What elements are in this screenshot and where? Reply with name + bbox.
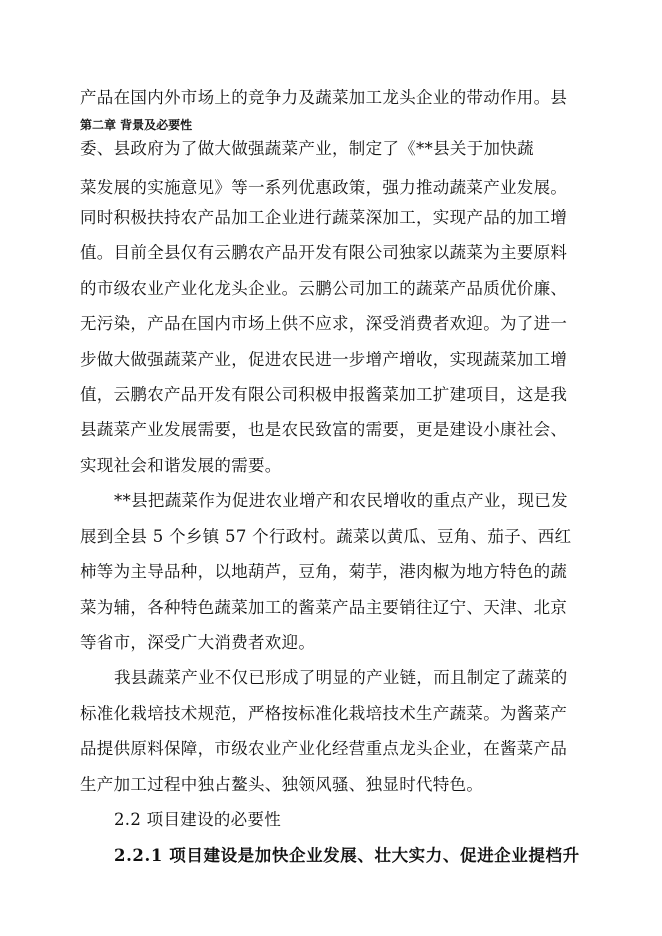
text-line: 菜发展的实施意见》等一系列优惠政策，强力推动蔬菜产业发展。 bbox=[80, 178, 568, 197]
text-line: 实现社会和谐发展的需要。 bbox=[80, 456, 282, 475]
text-line: 我县蔬菜产业不仅已形成了明显的产业链，而且制定了蔬菜的 bbox=[114, 668, 568, 687]
text-line: 的市级农业产业化龙头企业。云鹏公司加工的蔬菜产品质优价廉、 bbox=[80, 279, 568, 298]
text-line: 产品在国内外市场上的竞争力及蔬菜加工龙头企业的带动作用。县 bbox=[80, 88, 568, 107]
text-line: 标准化栽培技术规范，严格按标准化栽培技术生产蔬菜。为酱菜产 bbox=[80, 704, 568, 723]
text-line: 品提供原料保障，市级农业产业化经营重点龙头企业，在酱菜产品 bbox=[80, 739, 568, 758]
text-line: 值，云鹏农产品开发有限公司积极申报酱菜加工扩建项目，这是我 bbox=[80, 385, 568, 404]
text-line: 无污染，产品在国内市场上供不应求，深受消费者欢迎。为了进一 bbox=[80, 314, 568, 333]
subsection-heading: 2.2.1 项目建设是加快企业发展、壮大实力、促进企业提档升 bbox=[114, 846, 580, 865]
text-line: 委、县政府为了做大做强蔬菜产业，制定了《**县关于加快蔬 bbox=[80, 139, 534, 158]
section-heading: 2.2 项目建设的必要性 bbox=[114, 810, 282, 829]
text-line: 步做大做强蔬菜产业，促进农民进一步增产增收，实现蔬菜加工增 bbox=[80, 350, 568, 369]
text-line: 柿等为主导品种，以地葫芦，豆角，菊芋，港肉椒为地方特色的蔬 bbox=[80, 562, 568, 581]
text-line: **县把蔬菜作为促进农业增产和农民增收的重点产业，现已发 bbox=[114, 491, 568, 510]
text-line: 值。目前全县仅有云鹏农产品开发有限公司独家以蔬菜为主要原料 bbox=[80, 243, 568, 262]
text-line: 同时积极扶持农产品加工企业进行蔬菜深加工，实现产品的加工增 bbox=[80, 208, 568, 227]
text-line: 菜为辅，各种特色蔬菜加工的酱菜产品主要销往辽宁、天津、北京 bbox=[80, 598, 568, 617]
text-line: 等省市，深受广大消费者欢迎。 bbox=[80, 633, 316, 652]
running-header: 第二章 背景及必要性 bbox=[80, 118, 193, 132]
text-line: 县蔬菜产业发展需要，也是农民致富的需要，更是建设小康社会、 bbox=[80, 420, 568, 439]
text-line: 生产加工过程中独占鳌头、独领风骚、独显时代特色。 bbox=[80, 775, 484, 794]
text-line: 展到全县 5 个乡镇 57 个行政村。蔬菜以黄瓜、豆角、茄子、西红 bbox=[80, 527, 572, 546]
